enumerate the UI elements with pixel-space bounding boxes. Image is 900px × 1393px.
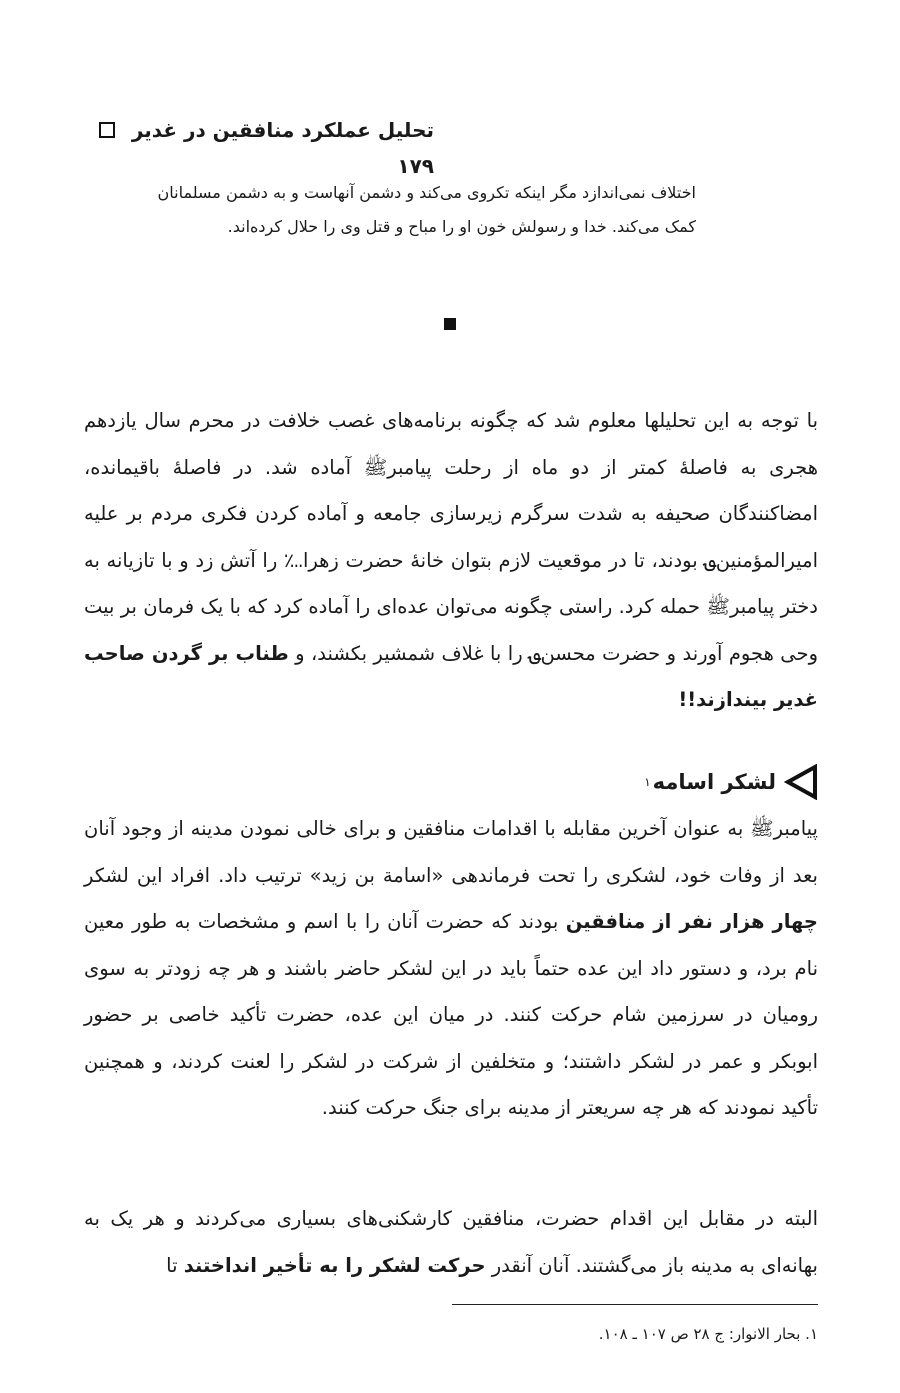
page-number: ۱۷۹ [397, 154, 434, 178]
section-heading [560, 760, 818, 804]
paragraph-1-text: با توجه به این تحلیلها معلوم شد که چگونه برنامه‌های غصب خلافت در محرم سال یازدهم هجری به فاصلهٔ کمتر از دو ماه از رحلت پیامبرﷺ آماده شد. در فاصلهٔ باقیمانده، امضاکنندگان صحیفه به شدت سرگرم زیرسازی جامعه و آماده کردن فکری مردم بر علیه امیرالمؤمنین؈ بودند، تا در موقعیت لازم بتوان خانهٔ حضرت زهرا؊ را آتش زد و با تازیانه به دختر پیامبرﷺ حمله کرد. راستی چگونه می‌توان عده‌ای را آماده کرد که با یک فرمان بر بیت وحی هجوم آورند و حضرت محسن؈ را با غلاف شمشیر بکشند، و [84, 409, 819, 665]
paragraph-2-part-1: پیامبرﷺ به عنوان آخرین مقابله با اقدامات منافقین و برای خالی نمودن مدینه از وجود آنان بعد از وفات خود، لشکری را تحت فرماندهی «اسامة بن زید» ترتیب داد. افراد این لشکر [84, 817, 818, 887]
paragraph-1-bold: طناب بر گردن صاحب غدیر بیندازند!! [84, 641, 818, 711]
section-title: لشکر اسامه [652, 770, 776, 794]
paragraph-2-bold: چهار هزار نفر از منافقین [565, 910, 818, 933]
triangle-left-icon [784, 764, 818, 800]
footnote [400, 1322, 818, 1346]
paragraph-3-part-2: تا [166, 1253, 184, 1277]
section-divider-square-icon [444, 318, 456, 330]
quote-block [84, 176, 696, 244]
paragraph-3-bold: حرکت لشکر را به تأخیر انداختند [183, 1253, 486, 1277]
paragraph-3-part-1: البته در مقابل این اقدام حضرت، منافقین کارشکنی‌های بسیاری می‌کردند و هر یک به بهانه‌ای به مدینه باز می‌گشتند. آنان آنقدر [84, 1207, 818, 1277]
footnote-reference[interactable]: ۱ [644, 775, 651, 789]
square-separator-icon [99, 122, 115, 138]
footnote-text: ۱. بحار الانوار: ج ۲۸ ص ۱۰۷ ـ ۱۰۸. [598, 1325, 818, 1343]
paragraph-3 [84, 1196, 818, 1289]
footnote-divider [452, 1304, 818, 1305]
paragraph-2-part-2: بودند که حضرت آنان را با اسم و مشخصات به طور معین نام برد، و دستور داد این عده حتماً باید در این لشکر حاضر باشند و هر چه زودتر به سوی رومیان در سرزمین شام حرکت کنند. در میان این عده، حضرت تأکید خاصی بر حضور ابوبکر و عمر در لشکر داشتند؛ و متخلفین از شرکت در لشکر را لعنت کردند، و همچنین تأکید نمودند که هر چه سریعتر از مدینه برای جنگ حرکت کنند. [84, 910, 818, 1119]
chapter-title: تحلیل عملکرد منافقین در غدیر [131, 118, 434, 142]
quote-line-2: کمک می‌کند. خدا و رسولش خون او را مباح و قتل وی را حلال کرده‌اند. [227, 217, 696, 236]
paragraph-2 [84, 806, 818, 1132]
quote-line-1: اختلاف نمی‌اندازد مگر اینکه تکروی می‌کند و دشمن آنهاست و به دشمن مسلمانان [157, 183, 696, 202]
running-header [84, 112, 434, 178]
paragraph-1 [84, 398, 818, 724]
